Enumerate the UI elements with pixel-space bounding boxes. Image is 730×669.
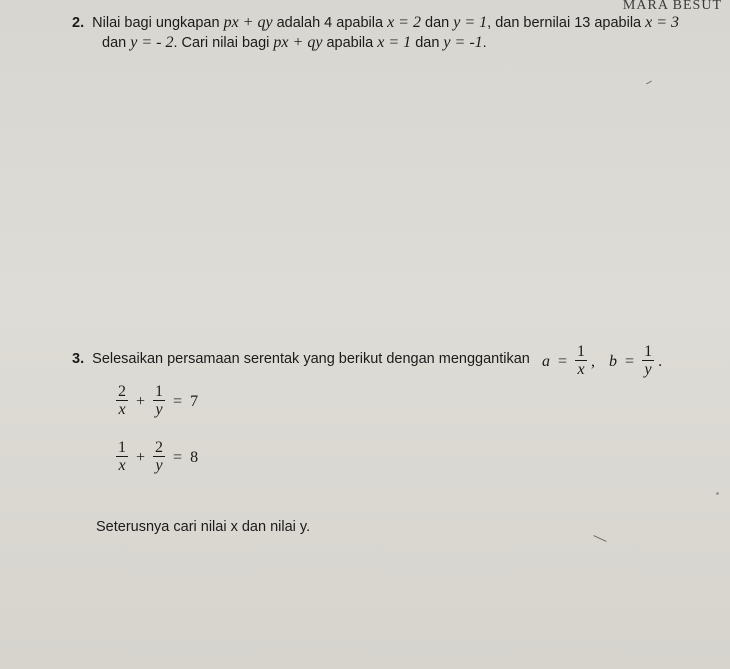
equation-2: $\frac{1}{x}$ + $\frac{2}{y}$ = 8 [118, 439, 199, 474]
equation-1: $\frac{2}{x}$ + $\frac{1}{y}$ = 7 [118, 383, 199, 418]
substitution-formula: a = $\frac{1}{x}$ , b = $\frac{1}{y}$ . [542, 343, 663, 378]
pencil-mark [716, 492, 719, 495]
question-2-line-1: 2. Nilai bagi ungkapan px + qy adalah 4 apabila x = 2 dan y = 1, dan bernilai 13 apabila x = 3 [72, 14, 680, 31]
question-3-final-line: Seterusnya cari nilai x dan nilai y. [96, 519, 311, 535]
pencil-mark [593, 535, 606, 542]
page-header-text: MARA BESUT [622, 0, 722, 13]
question-2-line-2: dan y = - 2. Cari nilai bagi px + qy apabila x = 1 dan y = -1. [102, 34, 487, 51]
question-3-line-1: 3. Selesaikan persamaan serentak yang berikut dengan menggantikan [72, 351, 530, 367]
pencil-mark [646, 81, 652, 85]
